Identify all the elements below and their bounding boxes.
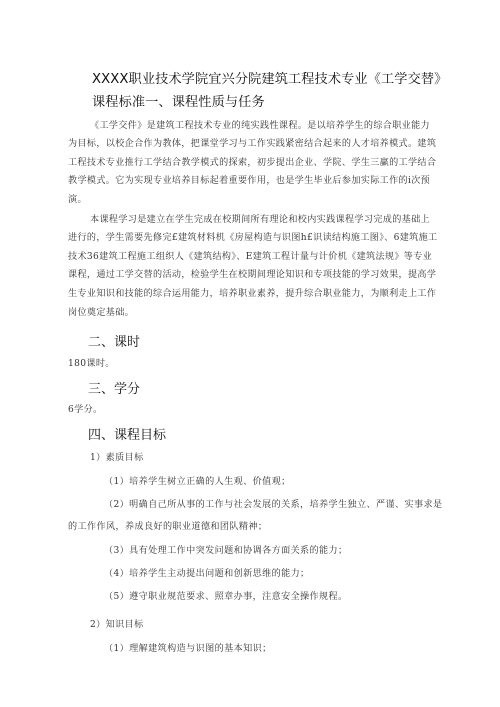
paragraph-line: 为目标，以校企合作为教体，把课堂学习与工作实践紧密结合起来的人才培养模式。建筑 xyxy=(68,139,437,149)
section-heading-course-goals: 四、课程目标 xyxy=(88,428,167,443)
list-item: （1）培养学生树立正确的人生观、价值观； xyxy=(104,477,291,487)
paragraph-line: 工程技术专业推行工学结合教学模式的探索，初步提出企业、学院、学生三赢的工学结合 xyxy=(68,158,437,168)
paragraph-line: 进行的，学生需要先修完£建筑材料机《房屋构造与识图h£识读结构施工图》、6建筑施工 xyxy=(68,233,438,243)
paragraph-line: 演。 xyxy=(68,195,87,205)
document-title-line-1: XXXX职业技术学院宜兴分院建筑工程技术专业《工学交替》 xyxy=(92,72,448,87)
section-heading-hours: 二、课时 xyxy=(88,335,141,350)
paragraph-line: 岗位奠定基础。 xyxy=(68,308,135,318)
credits-text: 6学分。 xyxy=(68,405,103,415)
list-item: （1）理解建筑构造与识图的基本知识； xyxy=(104,644,272,654)
paragraph-line: 教学模式。它为实现专业培养目标起着重要作用，也是学生毕业后参加实际工作的i次预 xyxy=(68,176,431,186)
paragraph-line: 技术36建筑工程施工组织人《建筑结构》、E建筑工程计量与计价机《建筑法规》等专业 xyxy=(68,252,433,262)
paragraph-line: 《工学交件》是建筑工程技术专业的纯实践性课程。是以培养学生的综合职业能力 xyxy=(90,121,430,131)
goal-label-knowledge: 2）知识目标 xyxy=(90,620,144,630)
list-item: （3）具有处理工作中突发问题和协调各方面关系的能力； xyxy=(104,546,348,556)
section-heading-credits: 三、学分 xyxy=(88,382,141,397)
list-item: 的工作作风，养成良好的职业道德和团队精神； xyxy=(68,522,268,532)
goal-label-quality: 1）素质目标 xyxy=(90,453,144,463)
list-item: （5）遵守职业规范要求、照章办事，注意安全操作规程。 xyxy=(104,592,348,602)
list-item: （4）培养学生主动提出问题和创新思维的能力； xyxy=(104,569,310,579)
hours-text: 180课时。 xyxy=(68,359,115,369)
list-item: （2）明确自己所从事的工作与社会发展的关系，培养学生独立、严谨、实事求是 xyxy=(104,500,443,510)
paragraph-line: 生专业知识和技能的综合运用能力，培养职业素养，提升综合职业能力，为顺利走上工作 xyxy=(68,289,437,299)
paragraph-line: 课程，通过工学交替的活动，检验学生在校期间理论知识和专项技能的学习效果，提高学 xyxy=(68,270,437,280)
paragraph-line: 本课程学习是建立在学生完成在校期间所有理论和校内实践课程学习完成的基础上 xyxy=(90,215,430,225)
document-title-line-2: 课程标准一、课程性质与任务 xyxy=(92,95,265,110)
